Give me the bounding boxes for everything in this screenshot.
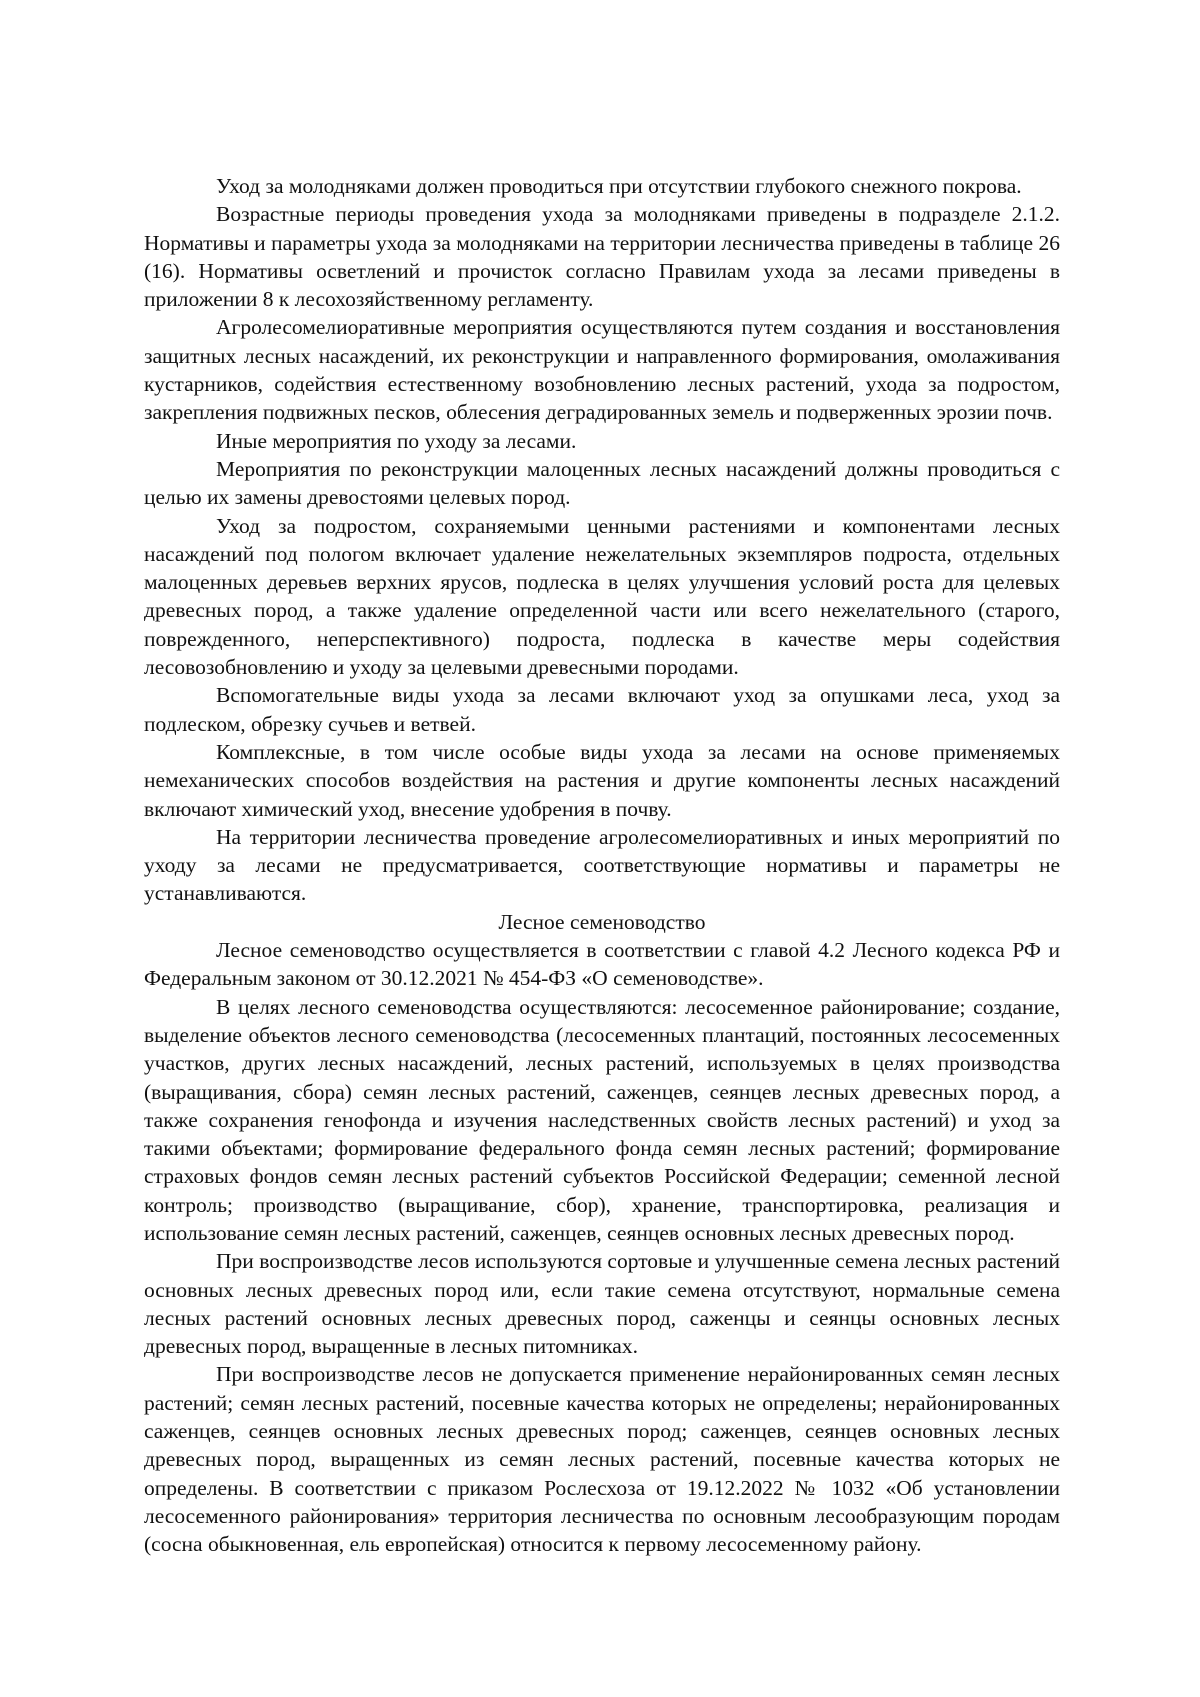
paragraph-not-planned: На территории лесничества проведение агролесомелиоративных и иных мероприятий по уходу за лесами не предусматривается, соответствующие нормативы и параметры не устанавливаются. — [144, 824, 1060, 906]
paragraph-complex-care: Комплексные, в том числе особые виды ухода за лесами на основе применяемых немеханических способов воздействия на растения и другие компоненты лесных насаждений включают химический уход, внесение удобрения в почву. — [144, 739, 1060, 821]
paragraph-seed-goals: В целях лесного семеноводства осуществляются: лесосеменное районирование; создание, выделение объектов лесного семеноводства (лесосеменных плантаций, постоянных лесосеменных участков, других лесных насаждений, лесных растений, используемых в целях производства (выращивания, сбора) семян лесных растений, саженцев, сеянцев лесных древесных пород, а также сохранения генофонда и изучения наследственных свойств лесных растений) и уход за такими объектами; формирование федерального фонда семян лесных растений; формирование страховых фондов семян лесных растений субъектов Российской Федерации; семенной лесной контроль; производство (выращивание, сбор), хранение, транспортировка, реализация и использование семян лесных растений, саженцев, сеянцев основных лесных древесных пород. — [144, 994, 1060, 1245]
paragraph-youth-care-snow: Уход за молодняками должен проводиться при отсутствии глубокого снежного покрова. — [216, 174, 1022, 198]
paragraph-reconstruction: Мероприятия по реконструкции малоценных лесных насаждений должны проводиться с целью их замены древостоями целевых пород. — [144, 456, 1060, 510]
paragraph-undergrowth-care: Уход за подростом, сохраняемыми ценными растениями и компонентами лесных насаждений под пологом включает удаление нежелательных экземпляров подроста, отдельных малоценных деревьев верхних ярусов, подлеска в целях улучшения условий роста для целевых древесных пород, а также удаление определенной части или всего нежелательного (старого, поврежденного, неперспективного) подроста, подлеска в качестве меры содействия лесовозобновлению и уходу за целевыми древесными породами. — [144, 513, 1060, 680]
paragraph-seed-restrictions: При воспроизводстве лесов не допускается применение нерайонированных семян лесных растений; семян лесных растений, посевные качества которых не определены; нерайонированных саженцев, сеянцев основных лесных древесных пород; саженцев, сеянцев основных лесных древесных пород, выращенных из семян лесных растений, посевные качества которых не определены. В соответствии с приказом Рослесхоза от 19.12.2022 № 1032 «Об установлении лесосеменного районирования» территория лесничества по основным лесообразующим породам (сосна обыкновенная, ель европейская) относится к первому лесосеменному району. — [144, 1362, 1060, 1557]
paragraph-auxiliary-care: Вспомогательные виды ухода за лесами включают уход за опушками леса, уход за подлеском, обрезку сучьев и ветвей. — [144, 683, 1060, 736]
paragraph-age-periods: Возрастные периоды проведения ухода за молодняками приведены в подразделе 2.1.2. Нормативы и параметры ухода за молодняками на территории лесничества приведены в таблице 26 (16). Нормативы осветлений и прочисток согласно Правилам ухода за лесами приведены в приложении 8 к лесохозяйственному регламенту. — [144, 202, 1060, 312]
paragraph-agroforestry: Агролесомелиоративные мероприятия осуществляются путем создания и восстановления защитных лесных насаждений, их реконструкции и направленного формирования, омолаживания кустарников, содействия естественному возобновлению лесных растений, ухода за подростом, закрепления подвижных песков, облесения деградированных земель и подверженных эрозии почв. — [144, 315, 1060, 425]
document-page — [144, 172, 1060, 1559]
paragraph-seed-law: Лесное семеноводство осуществляется в соответствии с главой 4.2 Лесного кодекса РФ и Федеральным законом от 30.12.2021 № 454-ФЗ «О семеноводстве». — [144, 938, 1060, 991]
paragraph-seed-usage: При воспроизводстве лесов используются сортовые и улучшенные семена лесных растений основных лесных древесных пород или, если такие семена отсутствуют, нормальные семена лесных растений основных лесных древесных пород, саженцы и сеянцы основных лесных древесных пород, выращенные в лесных питомниках. — [144, 1249, 1060, 1359]
section-heading: Лесное семеноводство — [498, 909, 706, 934]
paragraph-other-measures: Иные мероприятия по уходу за лесами. — [216, 428, 577, 453]
